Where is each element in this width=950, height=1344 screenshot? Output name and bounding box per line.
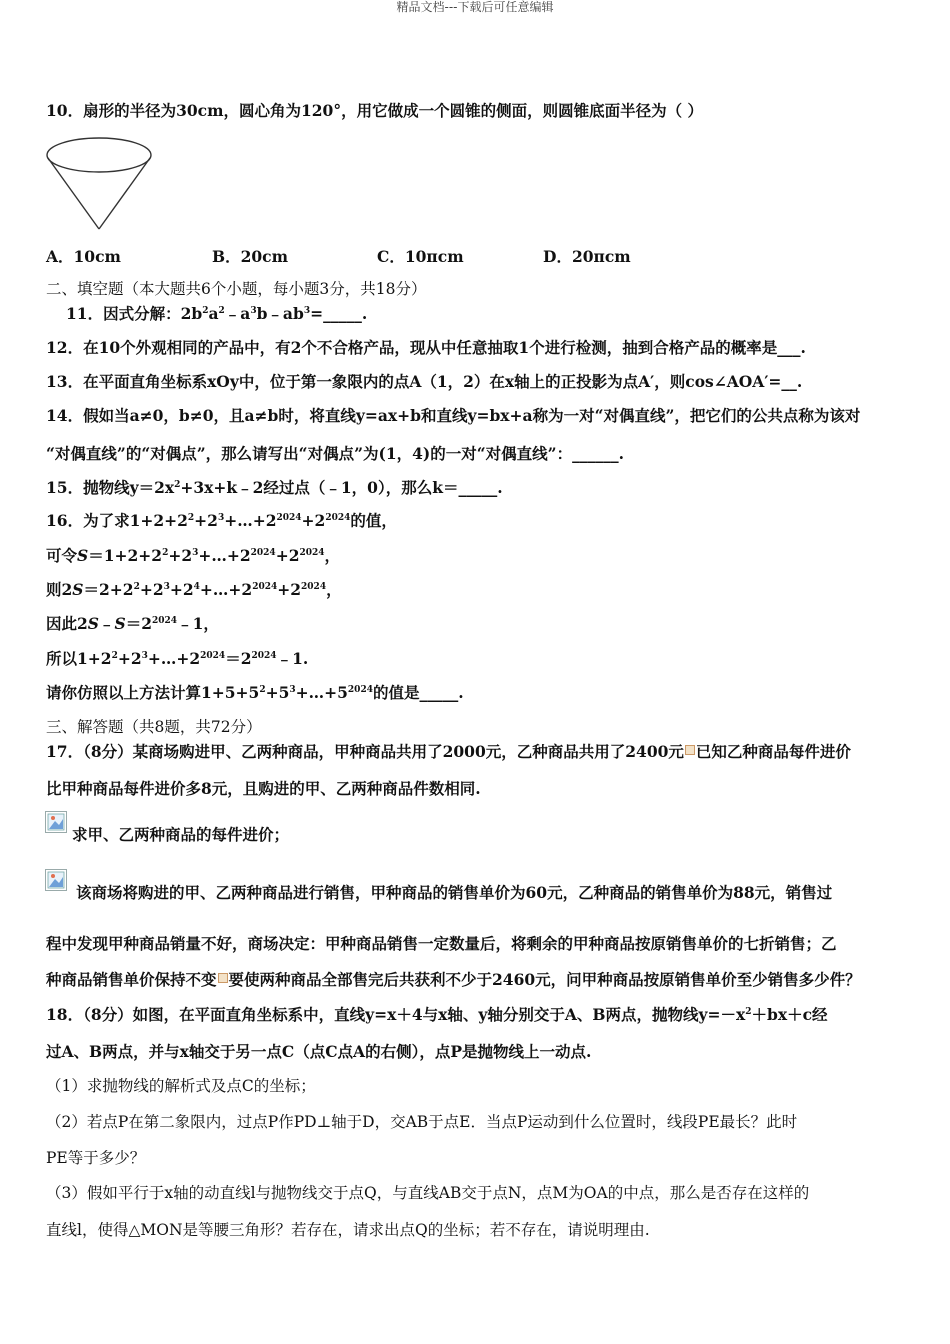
q18-part3: （3）假如平行于x轴的动直线l与抛物线交于点Q，与直线AB交于点N，点M为OA的中点，那么是否存在这样的	[46, 1184, 810, 1202]
q16-line6: 请你仿照以上方法计算$1+5+5^2+5^3+\dots+5^{2024}$的值是_____.	[46, 683, 464, 702]
broken-image-icon	[218, 973, 228, 983]
q14-line2: “对偶直线”的“对偶点”，那么请写出“对偶点”为(1，4)的一对“对偶直线”：______.	[46, 444, 624, 463]
cone-figure	[44, 136, 156, 234]
broken-image-icon	[45, 869, 67, 891]
q16-line5: 所以$1+2^2+2^3+\dots+2^{2024}=2^{2024}﹣1$.	[46, 649, 309, 668]
q18-part1: （1）求抛物线的解析式及点C的坐标；	[46, 1077, 316, 1095]
q17-part1: 求甲、乙两种商品的每件进价；	[72, 825, 290, 844]
q10-stem: 10．扇形的半径为30cm，圆心角为120°，用它做成一个圆锥的侧面，则圆锥底面半径为（ ）	[46, 101, 703, 120]
q12: 12．在10个外观相同的产品中，有2个不合格产品，现从中任意抽取1个进行检测，抽到合格产品的概率是___.	[46, 338, 806, 357]
page-header: 精品文档---下载后可任意编辑	[396, 0, 554, 14]
q13: 13．在平面直角坐标系xOy中，位于第一象限内的点A（1，2）在x轴上的正投影为点A′，则cos∠AOA′=__.	[46, 372, 803, 391]
q17-part2-cont: 程中发现甲种商品销量不好，商场决定：甲种商品销售一定数量后，将剩余的甲种商品按原销售单价的七折销售；乙	[46, 934, 837, 953]
section-fill-in-heading: 二、填空题（本大题共6个小题，每小题3分，共18分）	[46, 280, 427, 298]
q16-line3: 则$2S=2+2^2+2^3+2^4+\dots+2^{2024}+2^{2024}$，	[46, 580, 342, 599]
q11: 11．因式分解：$2b^2a^2﹣a^3b﹣ab^3=\_\_\_\_\_$.	[66, 304, 368, 323]
broken-image-icon	[685, 745, 695, 755]
q15: 15．抛物线$y=2x^2+3x+k﹣2$经过点（﹣1，0），那么k＝_____.	[46, 478, 503, 497]
q14-line1: 14．假如当a≠0，b≠0，且a≠b时，将直线y=ax+b和直线y=bx+a称为一对“对偶直线”，把它们的公共点称为该对	[46, 406, 861, 425]
q10-option-a: A．10cm	[46, 247, 121, 266]
q18-part2-cont: PE等于多少？	[46, 1149, 146, 1167]
q18-part2: （2）若点P在第二象限内，过点P作PD⊥轴于D，交AB于点E．当点P运动到什么位置时，线段PE最长？此时	[46, 1113, 798, 1131]
q17-part2-end: 种商品销售单价保持不变 要使两种商品全部售完后共获利不少于2460元，问甲种商品按原销售单价至少销售多少件？	[46, 970, 861, 989]
q17-line1: 17．（8分）某商场购进甲、乙两种商品，甲种商品共用了2000元，乙种商品共用了2400元 已知乙种商品每件进价	[46, 742, 851, 761]
broken-image-icon	[45, 811, 67, 833]
q10-option-d: D．20πcm	[543, 247, 631, 266]
q18-line1: 18．（8分）如图，在平面直角坐标系中，直线y=x＋4与x轴、y轴分别交于A、B两点，抛物线$y=-x^2+bx+c$经	[46, 1005, 828, 1024]
q18-line2: 过A、B两点，并与x轴交于另一点C（点C点A的右侧），点P是抛物线上一动点.	[46, 1042, 592, 1061]
q17-part2: 该商场将购进的甲、乙两种商品进行销售，甲种商品的销售单价为60元，乙种商品的销售单价为88元，销售过	[76, 883, 833, 902]
section-answer-heading: 三、解答题（共8题，共72分）	[46, 718, 262, 736]
q18-part3-cont: 直线l，使得△MON是等腰三角形？若存在，请求出点Q的坐标；若不存在，请说明理由.	[46, 1221, 650, 1239]
q16-line2: 可令$S=1+2+2^2+2^3+\dots+2^{2024}+2^{2024}$，	[46, 546, 341, 565]
q17-line2: 比甲种商品每件进价多8元，且购进的甲、乙两种商品件数相同.	[46, 779, 481, 798]
q10-option-c: C．10πcm	[377, 247, 464, 266]
q16-line4: 因此$2S﹣S=2^{2024}﹣1$，	[46, 614, 219, 633]
q10-option-b: B．20cm	[212, 247, 289, 266]
q16-line1: 16．为了求$1+2+2^2+2^3+\dots+2^{2024}+2^{2024}$的值，	[46, 511, 397, 530]
